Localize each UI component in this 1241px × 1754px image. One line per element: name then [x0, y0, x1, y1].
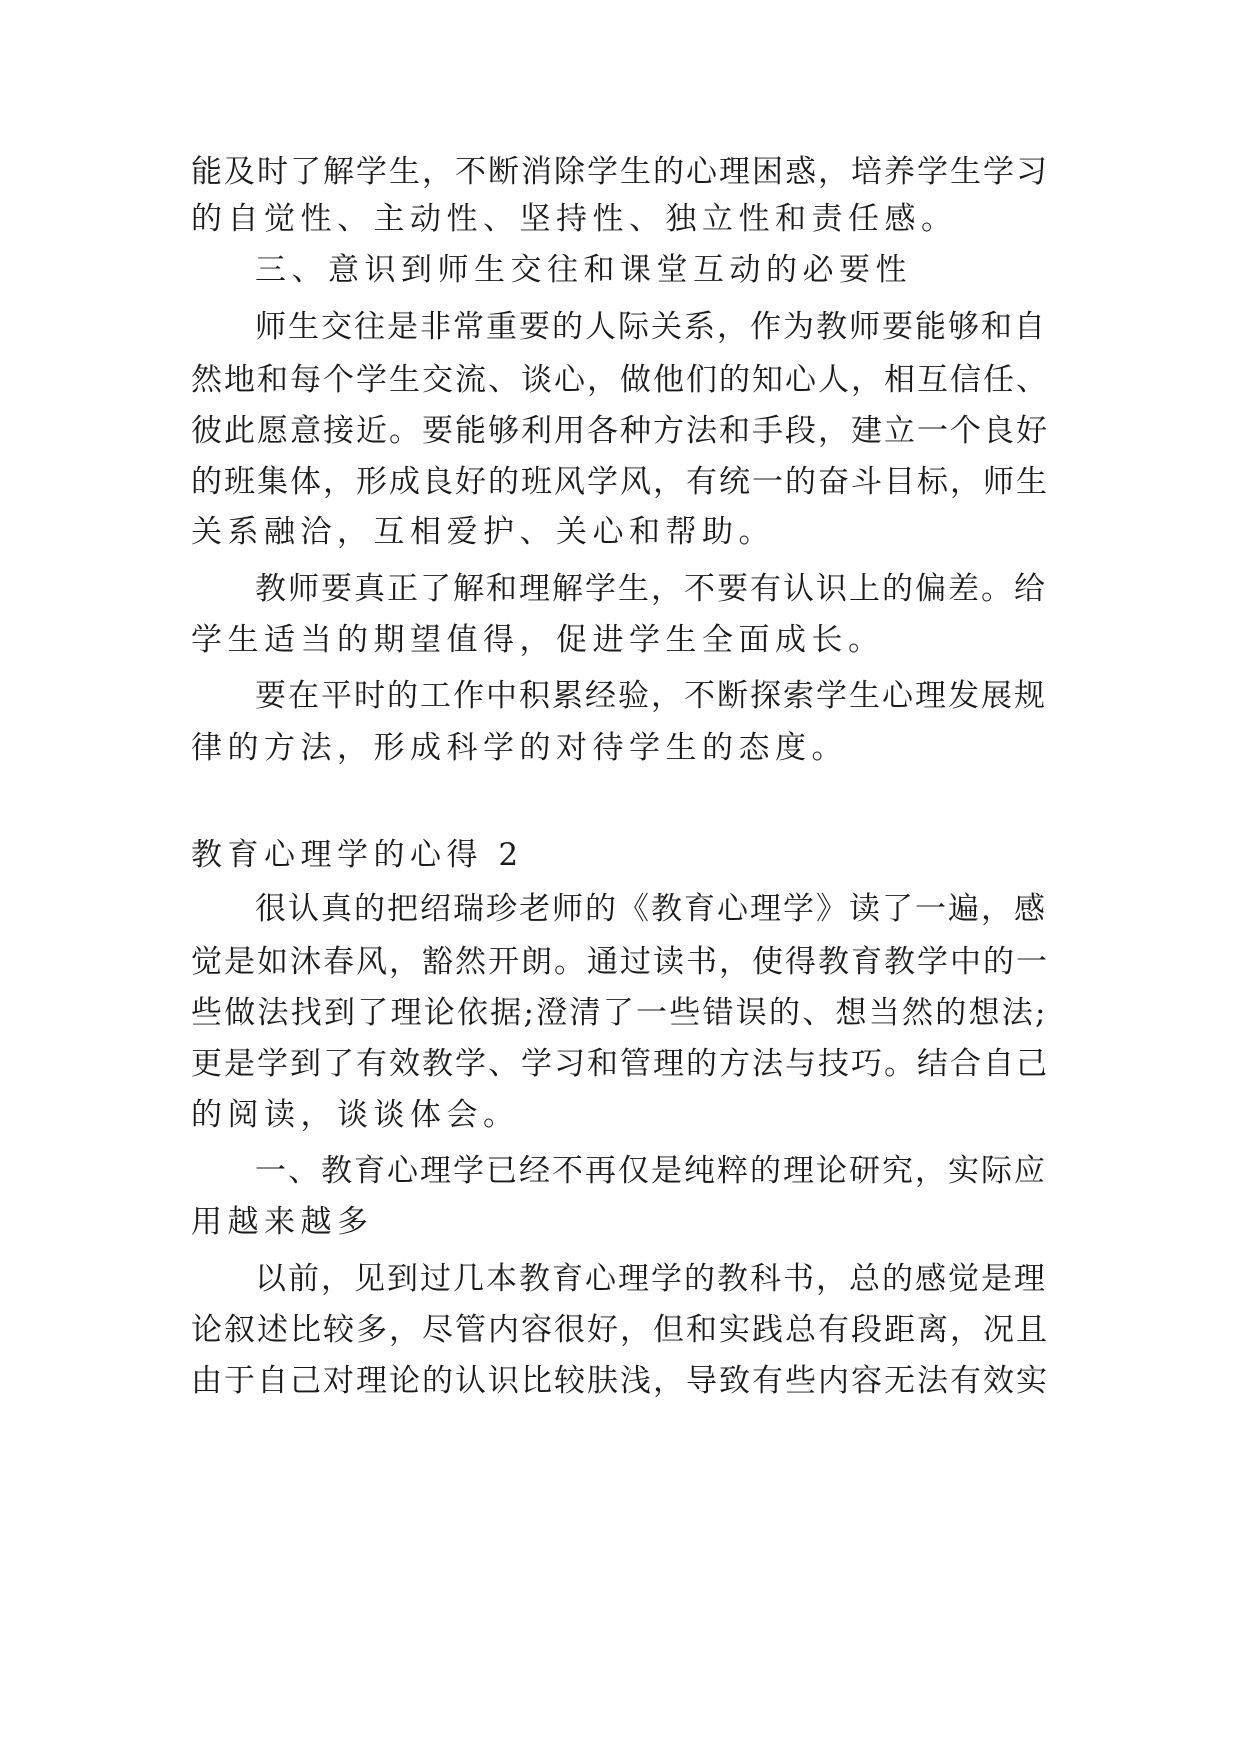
section-title: 教育心理学的心得 2 — [191, 837, 524, 873]
section-heading-continued: 用越来越多 — [191, 1204, 374, 1240]
text-line: 关系融洽，互相爱护、关心和帮助。 — [191, 514, 775, 550]
text-line: 然地和每个学生交流、谈心，做他们的知心人，相互信任、 — [191, 362, 1049, 398]
text-line: 教师要真正了解和理解学生，不要有认识上的偏差。给 — [255, 571, 1047, 607]
text-line: 由于自己对理论的认识比较肤浅，导致有些内容无法有效实 — [191, 1363, 1049, 1399]
text-line: 觉是如沐春风，豁然开朗。通过读书，使得教育教学中的一 — [191, 944, 1049, 980]
text-line: 学生适当的期望值得，促进学生全面成长。 — [191, 622, 885, 658]
text-line: 彼此愿意接近。要能够利用各种方法和手段，建立一个良好 — [191, 413, 1049, 449]
text-line: 些做法找到了理论依据;澄清了一些错误的、想当然的想法; — [191, 995, 1048, 1031]
text-line: 以前，见到过几本教育心理学的教科书，总的感觉是理 — [255, 1261, 1047, 1297]
text-line: 的阅读，谈谈体会。 — [191, 1097, 520, 1133]
text-line: 要在平时的工作中积累经验，不断探索学生心理发展规 — [255, 678, 1047, 714]
text-line: 的班集体，形成良好的班风学风，有统一的奋斗目标，师生 — [191, 464, 1049, 500]
text-line: 的自觉性、主动性、坚持性、独立性和责任感。 — [191, 201, 958, 237]
text-line: 论叙述比较多，尽管内容很好，但和实践总有段距离，况且 — [191, 1312, 1049, 1348]
section-heading: 一、教育心理学已经不再仅是纯粹的理论研究，实际应 — [255, 1153, 1047, 1189]
text-line: 能及时了解学生，不断消除学生的心理困惑，培养学生学习 — [191, 154, 1049, 190]
text-line: 更是学到了有效教学、学习和管理的方法与技巧。结合自己 — [191, 1046, 1049, 1082]
text-line: 师生交往是非常重要的人际关系，作为教师要能够和自 — [255, 309, 1047, 345]
text-line: 很认真的把绍瑞珍老师的《教育心理学》读了一遍，感 — [255, 891, 1047, 927]
section-heading: 三、意识到师生交往和课堂互动的必要性 — [255, 252, 912, 288]
text-line: 律的方法，形成科学的对待学生的态度。 — [191, 730, 848, 766]
